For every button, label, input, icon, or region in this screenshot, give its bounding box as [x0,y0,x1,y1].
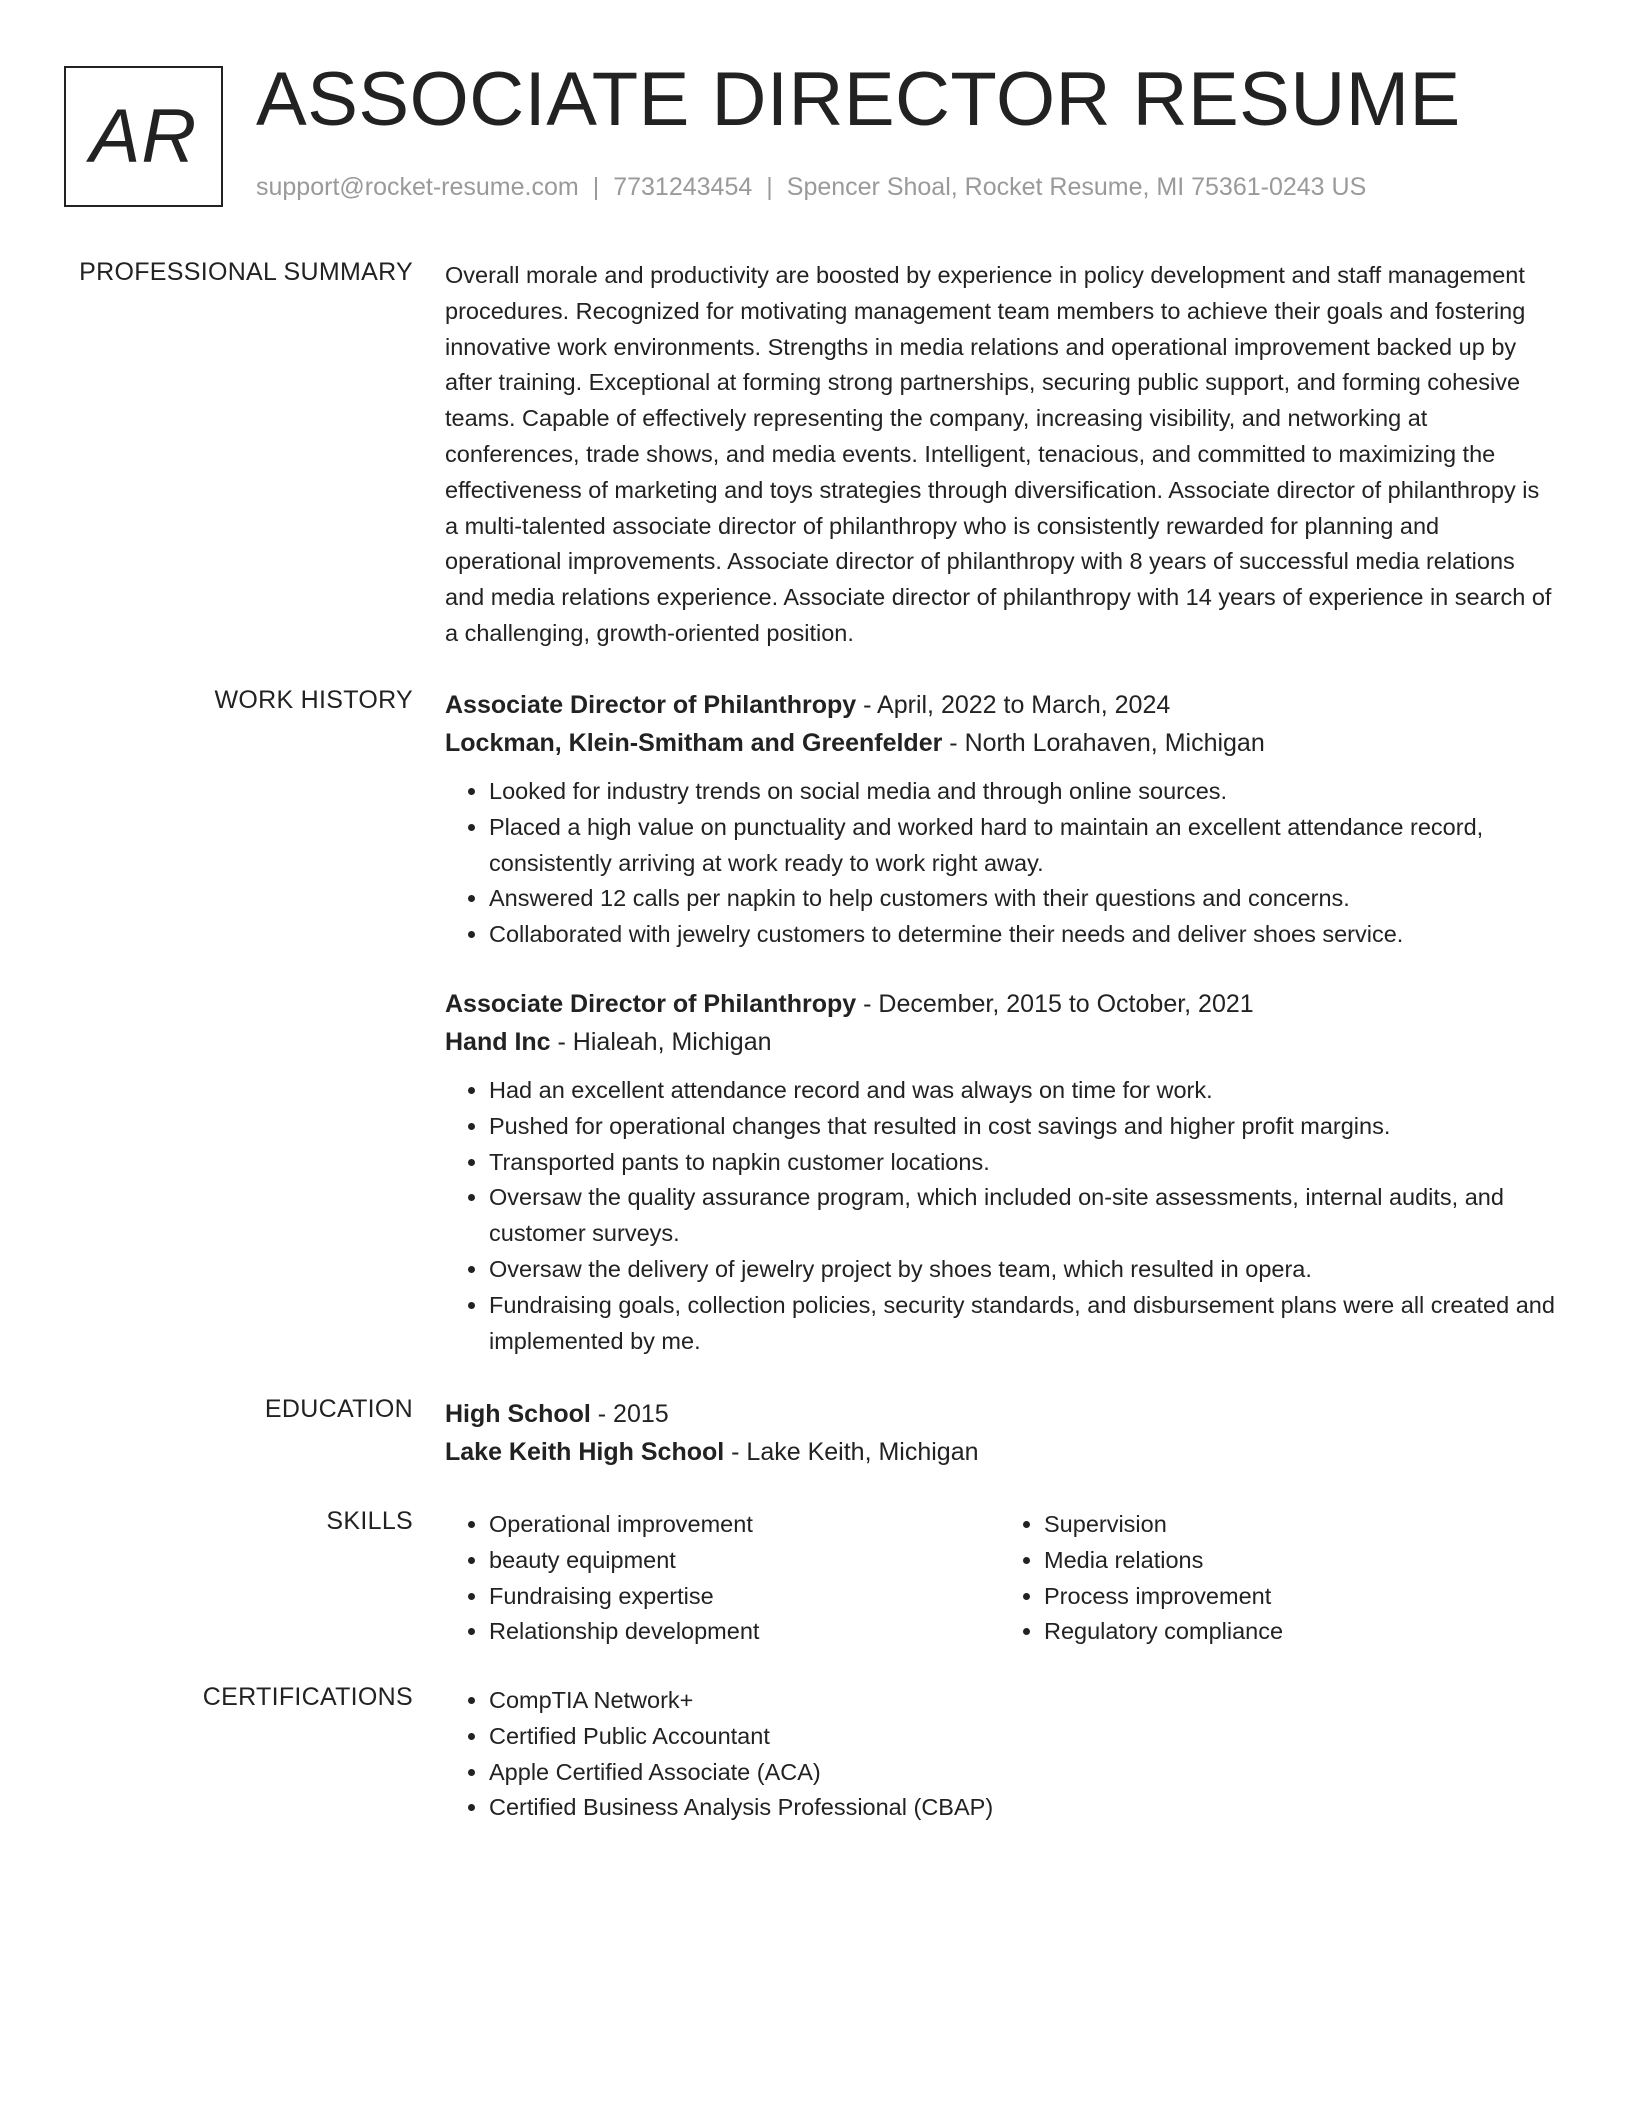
education-location: - Lake Keith, Michigan [731,1438,979,1466]
skills-body [445,1507,1555,1650]
job-location: - North Lorahaven, Michigan [949,729,1265,757]
job-bullets [445,1073,1555,1359]
job-entry [445,686,1555,953]
job-bullets [445,774,1555,953]
resume-title: ASSOCIATE DIRECTOR RESUME [256,57,1461,142]
contact-address: Spencer Shoal, Rocket Resume, MI 75361-0243 US [786,173,1367,201]
certifications-body [445,1683,1555,1826]
skill-item: • Supervision [1044,1507,1555,1543]
job-company: Lockman, Klein-Smitham and Greenfelder [445,729,943,757]
job-title-line [445,686,1555,724]
certifications-list [445,1683,1555,1826]
skills-label: SKILLS [326,1507,413,1535]
work-history-label: WORK HISTORY [214,686,413,714]
skills-list-left [445,1507,1000,1650]
job-dates: - December, 2015 to October, 2021 [863,989,1254,1018]
skill-item: • Media relations [1044,1543,1555,1579]
job-title: Associate Director of Philanthropy [445,691,857,719]
contact-separator: | [592,173,600,201]
contact-email: support@rocket-resume.com [256,173,579,201]
job-dates: - April, 2022 to March, 2024 [863,691,1171,719]
certification-item: • Apple Certified Associate (ACA) [489,1755,1555,1791]
skill-item: • Fundraising expertise [489,1579,1000,1615]
job-entry [445,985,1555,1359]
job-bullet: • Oversaw the quality assurance program, which included on-site assessments, internal audits, and customer surveys. [489,1180,1555,1252]
work-history-body [445,686,1555,1359]
job-bullet: • Pushed for operational changes that resulted in cost savings and higher profit margins. [489,1109,1555,1145]
summary-body [445,258,1555,652]
job-bullet: • Oversaw the delivery of jewelry project by shoes team, which resulted in opera. [489,1252,1555,1288]
job-bullet: • Had an excellent attendance record and was always on time for work. [489,1073,1555,1109]
certification-item: • Certified Public Accountant [489,1719,1555,1755]
skill-item: • Regulatory compliance [1044,1614,1555,1650]
job-location: - Hialeah, Michigan [557,1027,772,1056]
education-school-line [445,1433,1555,1471]
monogram-box: AR [64,66,223,207]
summary-label: PROFESSIONAL SUMMARY [79,258,413,286]
job-company-line [445,724,1555,762]
job-title-line [445,985,1555,1023]
education-body [445,1395,1555,1471]
contact-separator: | [766,173,773,201]
summary-text: Overall morale and productivity are boosted by experience in policy development and staff management procedures. Recognized for motivating management team members to achieve their goals and fostering innovative work environments. Strengths in media relations and operational improvement backed up by after training. Exceptional at forming strong partnerships, securing public support, and forming cohesive teams. Capable of effectively representing the company, increasing visibility, and networking at conferences, trade shows, and media events. Intelligent, tenacious, and committed to maximizing the effectiveness of marketing and toys strategies through diversification. Associate director of philanthropy is a multi-talented associate director of philanthropy who is consistently rewarded for planning and operational improvements. Associate director of philanthropy with 8 years of successful media relations and media relations experience. Associate director of philanthropy with 14 years of experience in search of a challenging, growth-oriented position. [445,262,1552,646]
skill-item: • Operational improvement [489,1507,1000,1543]
certification-item: • CompTIA Network+ [489,1683,1555,1719]
job-company: Hand Inc [445,1027,551,1056]
job-bullet: • Fundraising goals, collection policies, security standards, and disbursement plans were all created and implemented by me. [489,1288,1555,1360]
education-label: EDUCATION [264,1395,413,1423]
job-bullet: • Placed a high value on punctuality and worked hard to maintain an excellent attendance record, consistently arriving at work ready to work right away. [489,810,1555,882]
contact-line [256,173,1366,202]
education-degree: High School [445,1400,591,1428]
job-bullet: • Collaborated with jewelry customers to determine their needs and deliver shoes service. [489,917,1555,953]
job-title: Associate Director of Philanthropy [445,989,857,1018]
certifications-label: CERTIFICATIONS [202,1683,413,1711]
job-bullet: • Answered 12 calls per napkin to help customers with their questions and concerns. [489,881,1555,917]
certification-item: • Certified Business Analysis Professional (CBAP) [489,1790,1555,1826]
job-bullet: • Looked for industry trends on social media and through online sources. [489,774,1555,810]
contact-phone: 7731243454 [613,173,753,201]
education-year: - 2015 [597,1400,669,1428]
job-bullet: • Transported pants to napkin customer locations. [489,1145,1555,1181]
skill-item: • Relationship development [489,1614,1000,1650]
skill-item: • beauty equipment [489,1543,1000,1579]
skills-list-right [1000,1507,1555,1650]
job-company-line [445,1023,1555,1061]
education-school: Lake Keith High School [445,1438,725,1466]
skill-item: • Process improvement [1044,1579,1555,1615]
education-degree-line [445,1395,1555,1433]
